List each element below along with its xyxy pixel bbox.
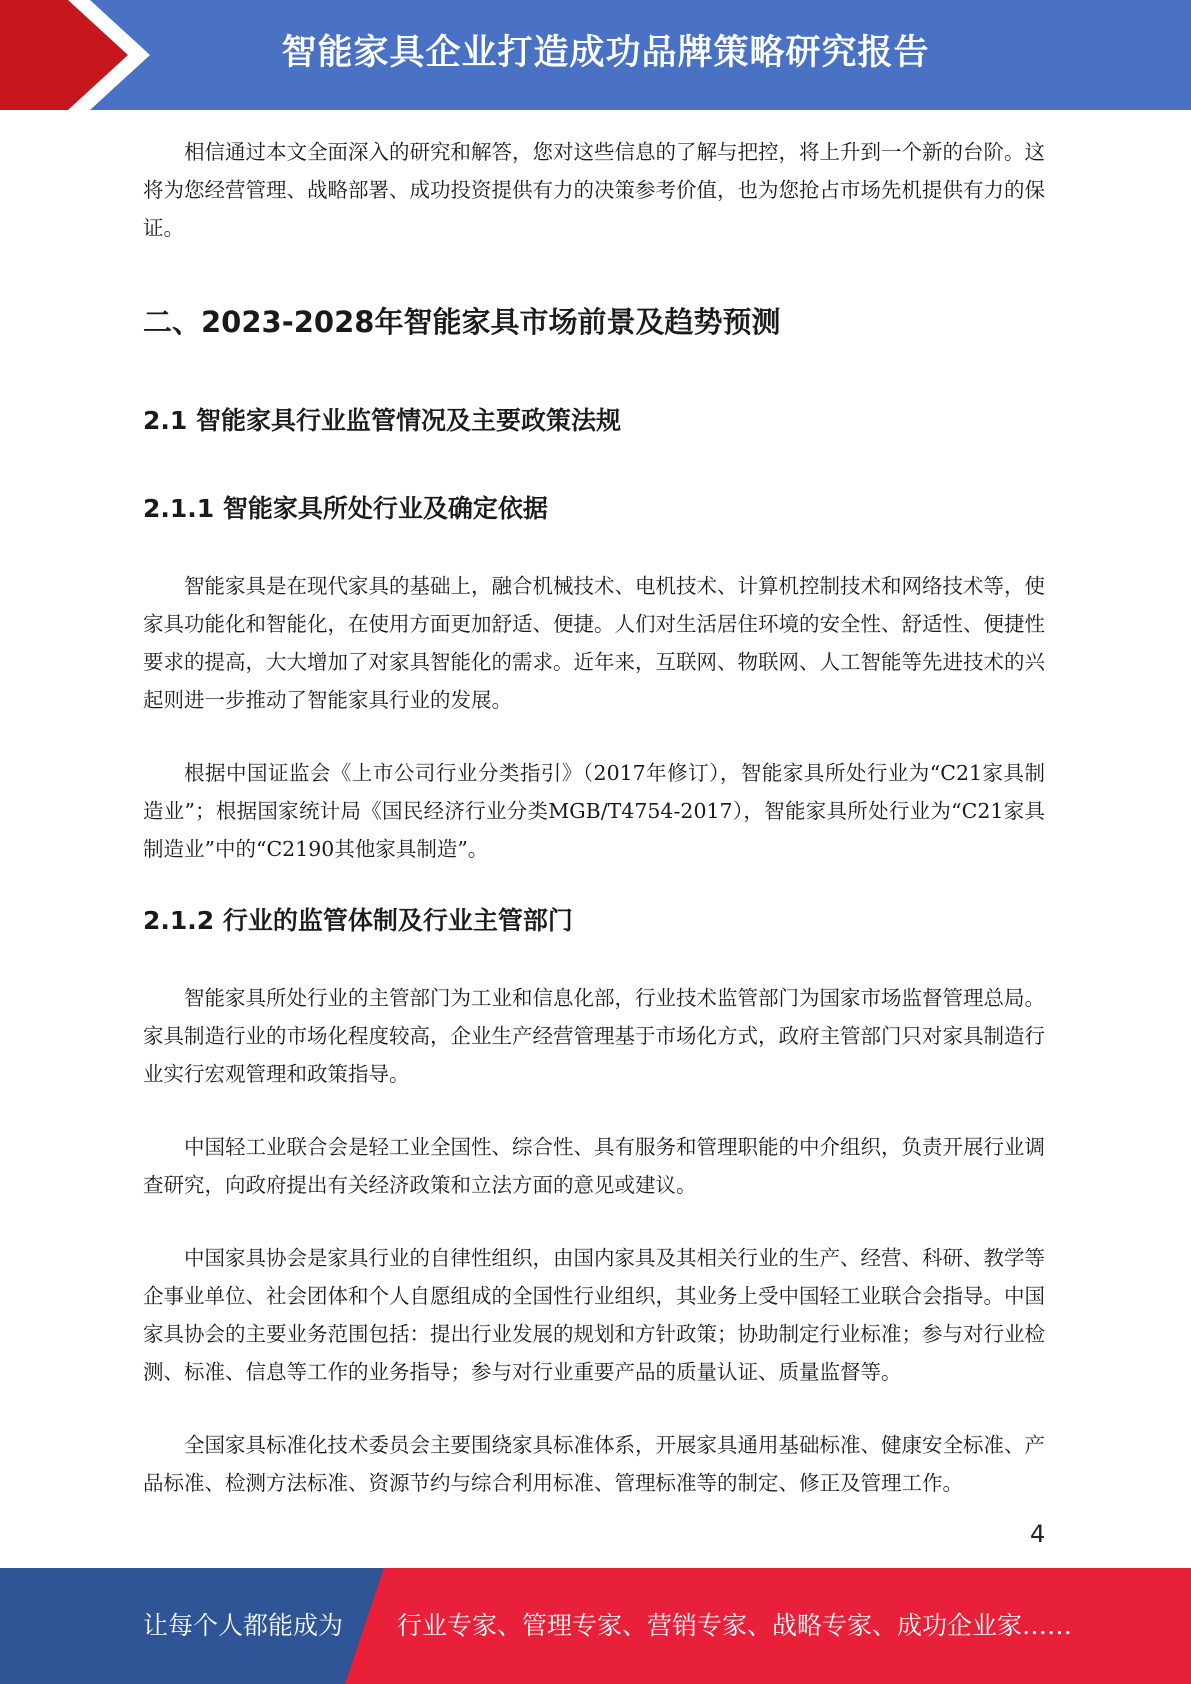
section-2-1-2-heading: 2.1.2 行业的监管体制及行业主管部门 [143, 906, 573, 935]
footer-slogan-left: 让每个人都能成为 [143, 1611, 344, 1640]
section-2-1-1-paragraph-1: 智能家具是在现代家具的基础上，融合机械技术、电机技术、计算机控制技术和网络技术等，使家具功能化和智能化，在使用方面更加舒适、便捷。人们对生活居住环境的安全性、舒适性、便捷性要求的提高，大大增加了对家具智能化的需求。近年来，互联网、物联网、人工智能等先进技术的兴起则进一步推动了智能家具行业的发展。 [143, 574, 1045, 712]
section-2-1-1-paragraph-2: 根据中国证监会《上市公司行业分类指引》（2017年修订），智能家具所处行业为“C21家具制造业”；根据国家统计局《国民经济行业分类MGB/T4754-2017），智能家具所处行业为“C21家具制造业”中的“C2190其他家具制造”。 [143, 761, 1045, 861]
section-2-heading: 二、2023-2028年智能家具市场前景及趋势预测 [143, 305, 781, 339]
report-title: 智能家具企业打造成功品牌策略研究报告 [281, 33, 930, 73]
section-2-1-2-paragraph-3: 中国家具协会是家具行业的自律性组织，由国内家具及其相关行业的生产、经营、科研、教学等企事业单位、社会团体和个人自愿组成的全国性行业组织，其业务上受中国轻工业联合会指导。中国家具协会的主要业务范围包括：提出行业发展的规划和方针政策；协助制定行业标准；参与对行业检测、标准、信息等工作的业务指导；参与对行业重要产品的质量认证、质量监督等。 [143, 1246, 1045, 1384]
page-number: 4 [1030, 1520, 1046, 1548]
footer-slogan-right: 行业专家、管理专家、营销专家、战略专家、成功企业家…… [397, 1611, 1073, 1640]
section-2-1-heading: 2.1 智能家具行业监管情况及主要政策法规 [143, 406, 621, 435]
page-footer [0, 1568, 1191, 1684]
section-2-1-2-paragraph-1: 智能家具所处行业的主管部门为工业和信息化部，行业技术监管部门为国家市场监督管理总局。家具制造行业的市场化程度较高，企业生产经营管理基于市场化方式，政府主管部门只对家具制造行业实行宏观管理和政策指导。 [143, 986, 1045, 1086]
intro-paragraph: 相信通过本文全面深入的研究和解答，您对这些信息的了解与把控，将上升到一个新的台阶。这将为您经营管理、战略部署、成功投资提供有力的决策参考价值，也为您抢占市场先机提供有力的保证。 [143, 140, 1045, 240]
page-header [0, 0, 1191, 110]
page-content [143, 133, 1045, 1537]
section-2-1-1-heading: 2.1.1 智能家具所处行业及确定依据 [143, 494, 548, 523]
section-2-1-2-paragraph-2: 中国轻工业联合会是轻工业全国性、综合性、具有服务和管理职能的中介组织，负责开展行业调查研究，向政府提出有关经济政策和立法方面的意见或建议。 [143, 1135, 1045, 1197]
section-2-1-2-paragraph-4: 全国家具标准化技术委员会主要围绕家具标准体系，开展家具通用基础标准、健康安全标准、产品标准、检测方法标准、资源节约与综合利用标准、管理标准等的制定、修正及管理工作。 [143, 1433, 1045, 1495]
